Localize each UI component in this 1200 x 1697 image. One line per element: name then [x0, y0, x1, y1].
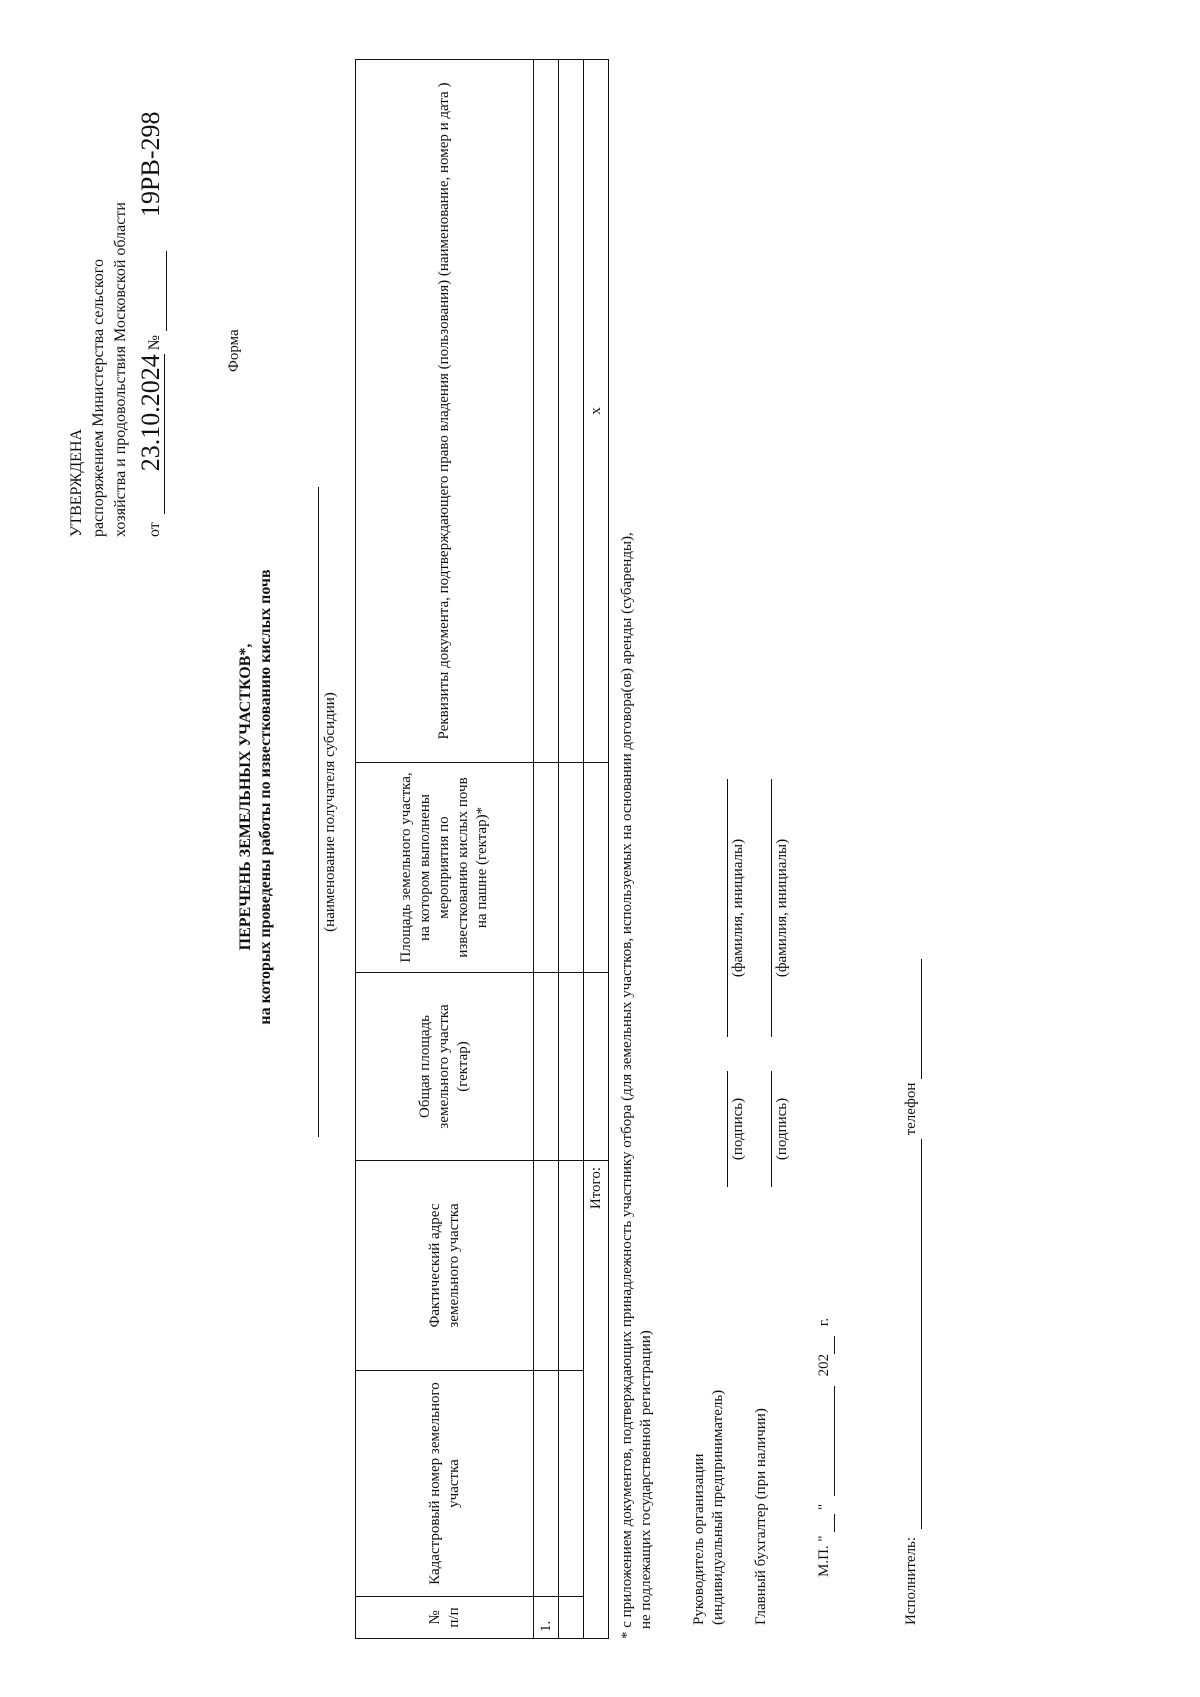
land-plots-table	[355, 59, 609, 1639]
approval-title: УТВЕРЖДЕНА	[68, 428, 85, 537]
header-address: Фактический адрес земельного участка	[356, 1161, 534, 1371]
head-name-line	[726, 779, 728, 1037]
table-cell	[559, 973, 584, 1161]
table-row	[559, 60, 584, 1639]
total-cell	[584, 763, 609, 973]
footnote-line-1: * с приложением документов, подтверждающих принадлежность участнику отбора (для земельных участков, используемых на основании договора(ов) аренды (субаренды),	[619, 532, 635, 1639]
header-num: № п/п	[356, 1597, 534, 1639]
total-cell	[584, 973, 609, 1161]
accountant-name-line	[770, 779, 772, 1037]
executor-row	[902, 959, 922, 1625]
table-cell	[534, 1371, 559, 1597]
table-row	[534, 60, 559, 1639]
form-label: Форма	[226, 329, 242, 372]
number-prefix: №	[146, 334, 163, 351]
row-num: 1.	[534, 1597, 559, 1639]
number-blank	[144, 251, 167, 331]
phone-label: телефон	[903, 1082, 919, 1136]
table-cell	[559, 1161, 584, 1371]
head-name-caption: (фамилия, инициалы)	[730, 838, 746, 978]
recipient-line	[300, 487, 319, 1137]
document-title	[236, 327, 276, 1267]
head-label-line-2: (индивидуальный предприниматель)	[710, 1389, 726, 1625]
approval-line-3: хозяйства и продовольствия Московской области	[112, 202, 129, 537]
header-total-area: Общая площадь земельного участка (гектар)	[356, 973, 534, 1161]
approval-date: 23.10.2024	[138, 354, 165, 514]
table-total-row	[584, 60, 609, 1639]
phone-blank	[902, 959, 922, 1079]
table-cell	[534, 1161, 559, 1371]
recipient-caption: (наименование получателя субсидии)	[322, 692, 338, 932]
title-line-1: ПЕРЕЧЕНЬ ЗЕМЕЛЬНЫХ УЧАСТКОВ*,	[237, 643, 254, 951]
table-cell	[534, 60, 559, 763]
head-label	[690, 1390, 728, 1625]
approval-number: 19РВ-298	[136, 111, 165, 217]
table-cell	[534, 973, 559, 1161]
footnote-line-2: не подлежащих государственной регистрации)	[638, 1330, 654, 1629]
month-blank	[815, 1386, 835, 1496]
table-cell	[559, 60, 584, 763]
accountant-name-caption: (фамилия, инициалы)	[774, 838, 790, 978]
executor-label: Исполнитель:	[903, 1536, 919, 1625]
head-signature-caption: (подпись)	[730, 1097, 746, 1161]
executor-blank	[902, 1139, 922, 1529]
seal-date-row	[815, 1318, 835, 1577]
approval-date-row	[138, 17, 167, 537]
quote-close: "	[816, 1503, 832, 1510]
year-blank	[815, 1336, 835, 1354]
day-blank	[815, 1514, 835, 1532]
head-signature-line	[726, 1071, 728, 1187]
head-label-line-1: Руководитель организации	[691, 1453, 707, 1625]
title-line-2: на которых проведены работы по известкованию кислых почв	[257, 569, 274, 1025]
accountant-label: Главный бухгалтер (при наличии)	[753, 1408, 769, 1625]
table-cell	[559, 1371, 584, 1597]
table-cell	[534, 763, 559, 973]
mp-label: М.П. "	[816, 1535, 832, 1577]
date-prefix: от	[146, 522, 163, 537]
footnote	[618, 59, 656, 1639]
table-cell	[559, 1597, 584, 1639]
header-cadastral: Кадастровый номер земельного участка	[356, 1371, 534, 1597]
total-label: Итого:	[584, 1161, 609, 1639]
accountant-signature-line	[770, 1071, 772, 1187]
table-cell	[559, 763, 584, 973]
header-limed-area: Площадь земельного участка, на котором выполнены мероприятия по известкованию кислых почв на пашне (гектар)*	[356, 763, 534, 973]
accountant-signature-caption: (подпись)	[774, 1097, 790, 1161]
total-mark: х	[584, 60, 609, 763]
table-header-row	[356, 60, 534, 1639]
header-document: Реквизиты документа, подтверждающего право владения (пользования) (наименование, номер и дата )	[356, 60, 534, 763]
approval-block	[66, 17, 167, 537]
approval-line-2: распоряжением Министерства сельского	[90, 259, 107, 537]
year-prefix: 202	[816, 1353, 832, 1377]
year-suffix: г.	[816, 1317, 832, 1327]
